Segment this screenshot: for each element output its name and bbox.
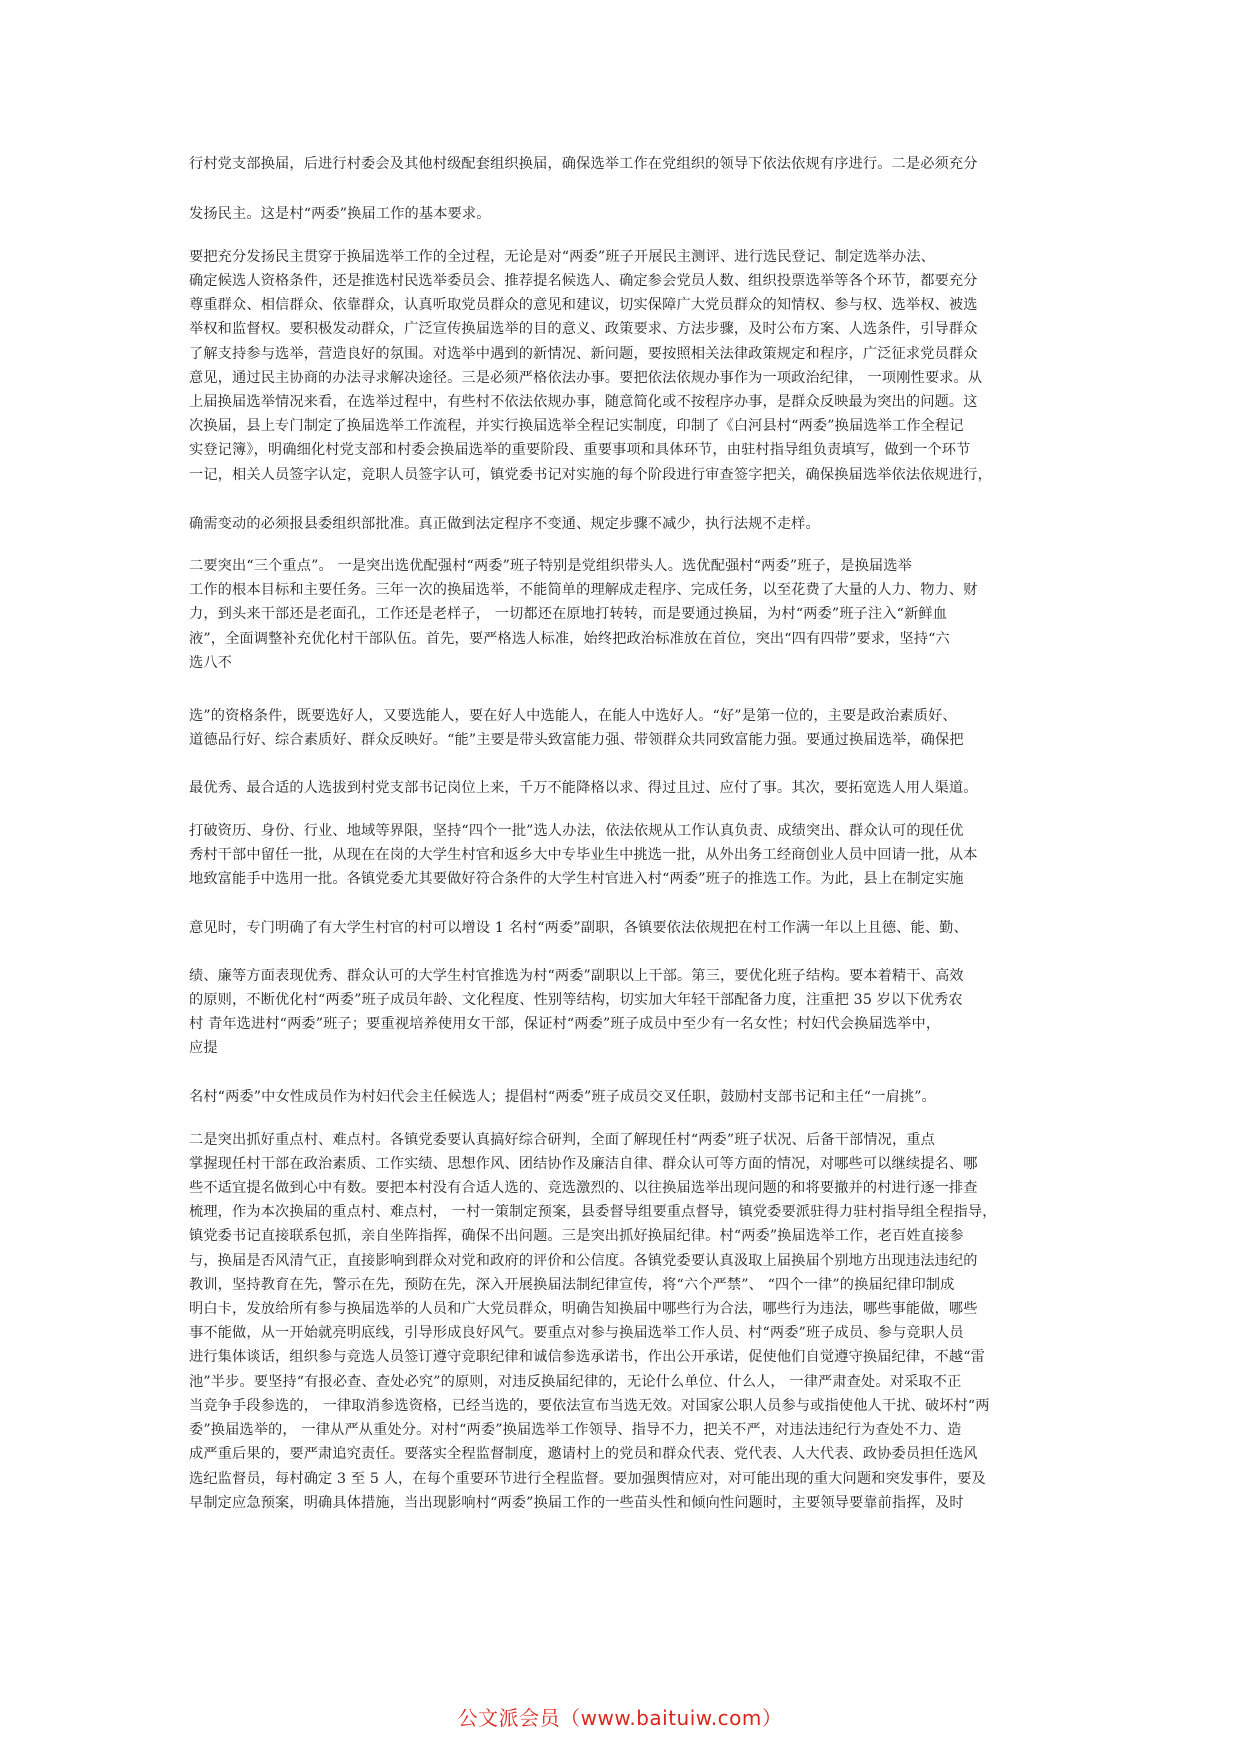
footer-watermark: 公文派会员（www.baituiw.com） xyxy=(457,1706,783,1730)
text-line: 上届换届选举情况来看，在选举过程中，有些村不依法依规办事，随意简化或不按程序办事，是群众反映最为突出的问题。这 xyxy=(189,394,978,410)
text-line: 工作的根本目标和主要任务。三年一次的换届选举，不能简单的理解成走程序、完成任务，以至花费了大量的人力、物力、财 xyxy=(189,582,978,598)
text-line: 了解支持参与选举，营造良好的氛围。对选举中遇到的新情况、新问题，要按照相关法律政策规定和程序，广泛征求党员群众 xyxy=(189,346,978,362)
text-line: 二是突出抓好重点村、难点村。各镇党委要认真搞好综合研判，全面了解现任村“两委”班子状况、后备干部情况，重点 xyxy=(189,1132,936,1148)
text-line: 意见时，专门明确了有大学生村官的村可以增设 1 名村“两委”副职，各镇要依法依规把在村工作满一年以上且德、能、勤、 xyxy=(189,920,968,936)
text-line: 绩、廉等方面表现优秀、群众认可的大学生村官推选为村“两委”副职以上干部。第三，要优化班子结构。要本着精干、高效 xyxy=(189,968,964,984)
text-line: 成严重后果的，要严肃追究责任。要落实全程监督制度，邀请村上的党员和群众代表、党代表、人大代表、政协委员担任选风 xyxy=(189,1446,978,1462)
text-line: 早制定应急预案，明确具体措施，当出现影响村“两委”换届工作的一些苗头性和倾向性问题时，主要领导要靠前指挥，及时 xyxy=(189,1495,964,1511)
text-line: 应提 xyxy=(189,1040,218,1056)
text-line: 行村党支部换届，后进行村委会及其他村级配套组织换届，确保选举工作在党组织的领导下依法依规有序进行。二是必须充分 xyxy=(189,156,978,172)
text-line: 掌握现任村干部在政治素质、工作实绩、思想作风、团结协作及廉洁自律、群众认可等方面的情况，对哪些可以继续提名、哪 xyxy=(189,1156,978,1172)
text-line: 尊重群众、相信群众、依靠群众，认真听取党员群众的意见和建议，切实保障广大党员群众的知情权、参与权、选举权、被选 xyxy=(189,297,978,313)
text-line: 确定候选人资格条件，还是推选村民选举委员会、推荐提名候选人、确定参会党员人数、组织投票选举等各个环节，都要充分 xyxy=(189,273,978,289)
text-line: 进行集体谈话，组织参与竞选人员签订遵守竞职纪律和诚信参选承诺书，作出公开承诺，促使他们自觉遵守换届纪律，不越“雷 xyxy=(189,1349,985,1365)
text-line: 村 青年选进村“两委”班子；要重视培养使用女干部，保证村“两委”班子成员中至少有一名女性；村妇代会换届选举中， xyxy=(189,1016,941,1032)
text-line: 些不适宜提名做到心中有数。要把本村没有合适人选的、竞选激烈的、以往换届选举出现问题的和将要撤并的村进行逐一排查 xyxy=(189,1180,978,1196)
text-line: 力，到头来干部还是老面孔，工作还是老样子， 一切都还在原地打转转，而是要通过换届，为村“两委”班子注入“新鲜血 xyxy=(189,606,948,622)
text-line: 最优秀、最合适的人选拔到村党支部书记岗位上来，千万不能降格以求、得过且过、应付了事。其次，要拓宽选人用人渠道。 xyxy=(189,780,978,796)
text-line: 液”，全面调整补充优化村干部队伍。首先，要严格选人标准，始终把政治标准放在首位，突出“四有四带”要求，坚持“六 xyxy=(189,631,950,647)
text-line: 委”换届选举的， 一律从严从重处分。对村“两委”换届选举工作领导、指导不力，把关不严，对违法违纪行为查处不力、造 xyxy=(189,1422,962,1438)
text-line: 教训，坚持教育在先，警示在先，预防在先，深入开展换届法制纪律宣传，将“六个严禁”、 “四个一律”的换届纪律印制成 xyxy=(189,1277,955,1293)
text-line: 举权和监督权。要积极发动群众，广泛宣传换届选举的目的意义、政策要求、方法步骤，及时公布方案、人选条件，引导群众 xyxy=(189,321,978,337)
text-line: 打破资历、身份、行业、地域等界限，坚持“四个一批”选人办法，依法依规从工作认真负责、成绩突出、群众认可的现任优 xyxy=(189,823,964,839)
text-line: 次换届，县上专门制定了换届选举工作流程，并实行换届选举全程记实制度，印制了《白河县村“两委”换届选举工作全程记 xyxy=(189,418,964,434)
text-line: 地致富能手中选用一批。各镇党委尤其要做好符合条件的大学生村官进入村“两委”班子的推选工作。为此，县上在制定实施 xyxy=(189,871,964,887)
text-line: 意见，通过民主协商的办法寻求解决途径。三是必须严格依法办事。要把依法依规办事作为一项政治纪律， 一项刚性要求。从 xyxy=(189,370,983,386)
text-line: 选八不 xyxy=(189,655,233,671)
text-line: 池”半步。要坚持“有报必查、查处必究”的原则，对违反换届纪律的，无论什么单位、什么人， 一律严肃查处。对采取不正 xyxy=(189,1374,962,1390)
text-line: 一记，相关人员签字认定，竞职人员签字认可，镇党委书记对实施的每个阶段进行审查签字把关，确保换届选举依法依规进行， xyxy=(189,467,992,483)
text-line: 梳理，作为本次换届的重点村、难点村， 一村一策制定预案，县委督导组要重点督导，镇党委要派驻得力驻村指导组全程指导， xyxy=(189,1204,997,1220)
text-line: 实登记簿》，明确细化村党支部和村委会换届选举的重要阶段、重要事项和具体环节，由驻村指导组负责填写，做到一个环节 xyxy=(189,442,971,458)
text-line: 的原则，不断优化村“两委”班子成员年龄、文化程度、性别等结构，切实加大年轻干部配备力度，注重把 35 岁以下优秀农 xyxy=(189,992,963,1008)
text-line: 镇党委书记直接联系包抓，亲自坐阵指挥，确保不出问题。三是突出抓好换届纪律。村“两委”换届选举工作，老百姓直接参 xyxy=(189,1228,964,1244)
text-line: 选”的资格条件，既要选好人，又要选能人，要在好人中选能人，在能人中选好人。“好”是第一位的，主要是政治素质好、 xyxy=(189,708,957,724)
text-line: 选纪监督员，每村确定 3 至 5 人，在每个重要环节进行全程监督。要加强舆情应对，对可能出现的重大问题和突发事件，要及 xyxy=(189,1471,986,1487)
text-line: 当竞争手段参选的， 一律取消参选资格，已经当选的，要依法宣布当选无效。对国家公职人员参与或指使他人干扰、破坏村“两 xyxy=(189,1398,990,1414)
text-line: 道德品行好、综合素质好、群众反映好。“能”主要是带头致富能力强、带领群众共同致富能力强。要通过换届选举，确保把 xyxy=(189,732,964,748)
text-line: 与，换届是否风清气正，直接影响到群众对党和政府的评价和公信度。各镇党委要认真汲取上届换届个别地方出现违法违纪的 xyxy=(189,1253,978,1269)
text-line: 秀村干部中留任一批，从现在在岗的大学生村官和返乡大中专毕业生中挑选一批，从外出务工经商创业人员中回请一批，从本 xyxy=(189,847,978,863)
text-line: 二要突出“三个重点”。 一是突出选优配强村“两委”班子特别是党组织带头人。选优配强村“两委”班子，是换届选举 xyxy=(189,558,912,574)
text-line: 发扬民主。这是村“两委”换届工作的基本要求。 xyxy=(189,206,491,222)
text-line: 事不能做，从一开始就亮明底线，引导形成良好风气。要重点对参与换届选举工作人员、村“两委”班子成员、参与竞职人员 xyxy=(189,1325,964,1341)
text-line: 明白卡，发放给所有参与换届选举的人员和广大党员群众，明确告知换届中哪些行为合法，哪些行为违法，哪些事能做，哪些 xyxy=(189,1301,978,1317)
text-line: 名村“两委”中女性成员作为村妇代会主任候选人；提倡村“两委”班子成员交叉任职，鼓励村支部书记和主任“一肩挑”。 xyxy=(189,1089,936,1105)
text-line: 确需变动的必须报县委组织部批准。真正做到法定程序不变通、规定步骤不减少，执行法规不走样。 xyxy=(189,516,820,532)
text-line: 要把充分发扬民主贯穿于换届选举工作的全过程，无论是对“两委”班子开展民主测评、进行选民登记、制定选举办法、 xyxy=(189,249,936,265)
